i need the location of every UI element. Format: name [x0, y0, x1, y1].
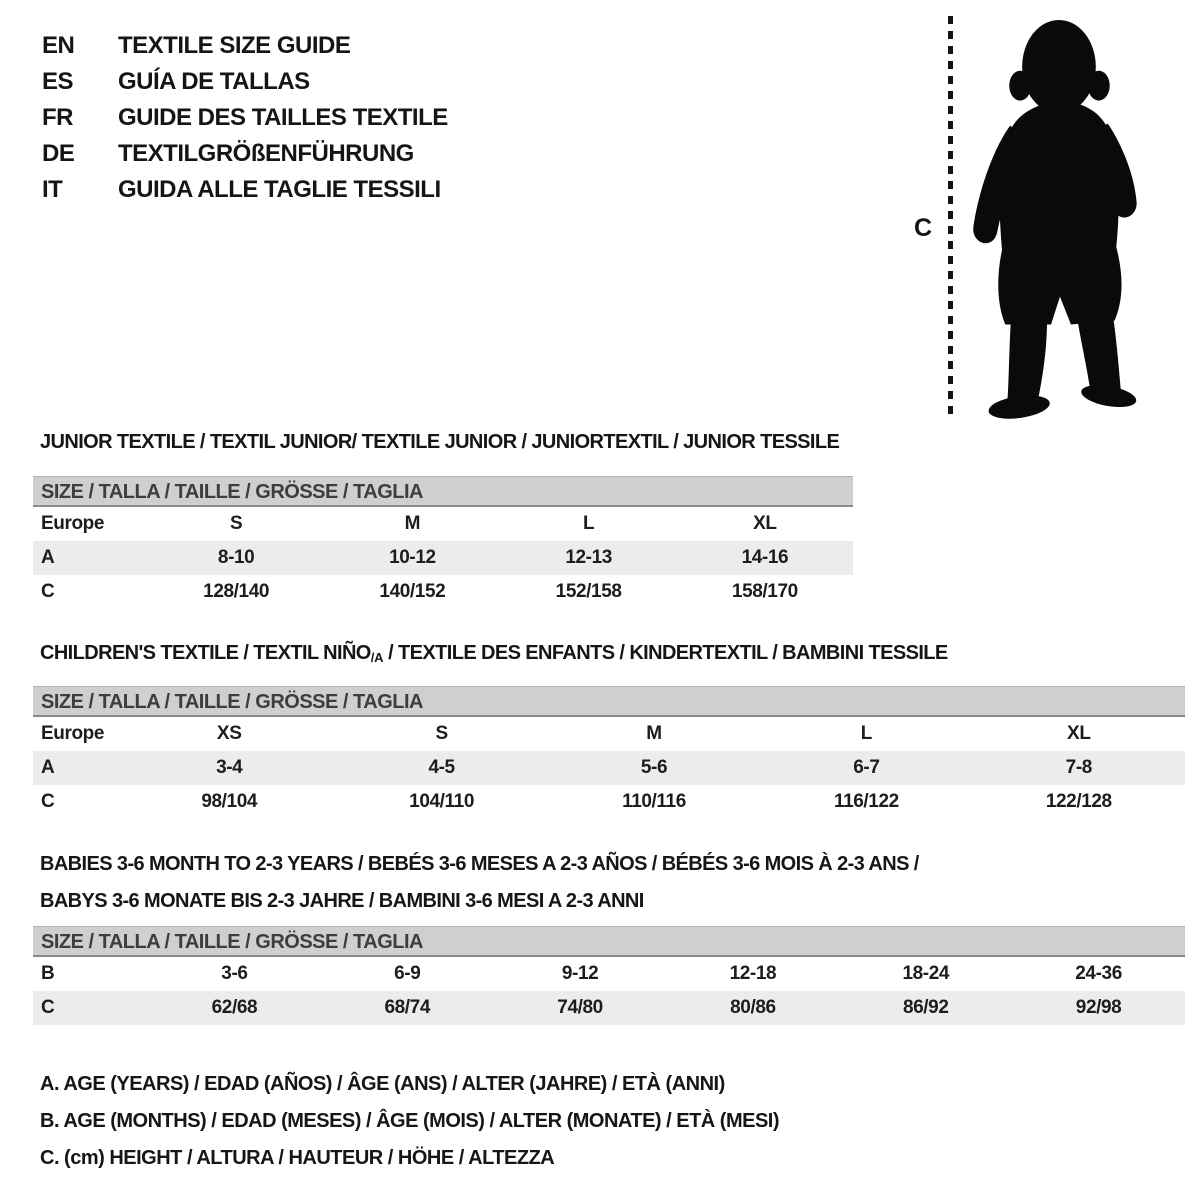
cell: 3-6	[221, 963, 248, 984]
size-table-header: SIZE / TALLA / TAILLE / GRÖSSE / TAGLIA	[33, 686, 1185, 717]
height-measure-label: C	[914, 214, 933, 242]
lang-code: ES	[42, 68, 74, 95]
lang-title: TEXTILE SIZE GUIDE	[118, 32, 351, 59]
cell: 18-24	[902, 963, 950, 984]
cell: 62/68	[211, 997, 258, 1018]
title-part: / TEXTILE DES ENFANTS / KINDERTEXTIL / BAMBINI TESSILE	[383, 642, 948, 664]
babies-table-rows	[33, 957, 1185, 1025]
row-label: C	[41, 791, 55, 812]
row-label: Europe	[41, 513, 105, 534]
lang-row-es	[42, 64, 448, 100]
cell: 10-12	[389, 547, 436, 568]
lang-row-fr	[42, 100, 448, 136]
lang-code: IT	[42, 176, 63, 203]
cell: 80/86	[730, 997, 776, 1018]
cell: XS	[216, 723, 242, 744]
junior-size-table	[33, 476, 853, 609]
cell: 3-4	[216, 757, 243, 778]
junior-table-rows	[33, 507, 853, 609]
lang-title: GUIDE DES TAILLES TEXTILE	[118, 104, 448, 131]
children-size-table	[33, 686, 1185, 819]
table-row	[33, 785, 1185, 819]
cell: 86/92	[902, 997, 949, 1018]
section-title-junior: JUNIOR TEXTILE / TEXTIL JUNIOR/ TEXTILE JUNIOR / JUNIORTEXTIL / JUNIOR TESSILE	[40, 431, 840, 453]
cell: 14-16	[741, 547, 789, 568]
table-row	[33, 751, 1185, 785]
table-row	[33, 507, 853, 541]
section-title-children	[40, 642, 948, 665]
legend	[40, 1066, 779, 1177]
title-line1: BABIES 3-6 MONTH TO 2-3 YEARS / BEBÉS 3-6 MESES A 2-3 AÑOS / BÉBÉS 3-6 MOIS À 2-3 ANS /	[40, 853, 919, 875]
cell: 98/104	[201, 791, 258, 812]
lang-code: EN	[42, 32, 75, 59]
legend-line-a: A. AGE (YEARS) / EDAD (AÑOS) / ÂGE (ANS) / ALTER (JAHRE) / ETÀ (ANNI)	[40, 1073, 725, 1095]
cell: 68/74	[384, 997, 431, 1018]
cell: M	[646, 723, 662, 744]
cell: 5-6	[640, 757, 668, 778]
legend-line-c: C. (cm) HEIGHT / ALTURA / HAUTEUR / HÖHE / ALTEZZA	[40, 1147, 555, 1169]
lang-title: GUIDA ALLE TAGLIE TESSILI	[118, 176, 441, 203]
lang-code: FR	[42, 104, 73, 131]
cell: 7-8	[1065, 757, 1092, 778]
cell: S	[435, 723, 448, 744]
cell: 158/170	[731, 581, 798, 602]
height-measure-dashed-line	[948, 16, 953, 418]
cell: 110/116	[622, 791, 686, 812]
cell: 152/158	[555, 581, 622, 602]
title-line2: BABYS 3-6 MONATE BIS 2-3 JAHRE / BAMBINI 3-6 MESI A 2-3 ANNI	[40, 890, 644, 912]
row-label: B	[41, 963, 55, 984]
lang-row-de	[42, 136, 448, 172]
toddler-silhouette-icon	[958, 12, 1150, 420]
cell: 6-9	[394, 963, 421, 984]
lang-title: TEXTILGRÖßENFÜHRUNG	[118, 140, 414, 167]
row-label: Europe	[41, 723, 105, 744]
table-row	[33, 717, 1185, 751]
cell: S	[229, 513, 243, 534]
lang-row-en	[42, 28, 448, 64]
title-part: CHILDREN'S TEXTILE / TEXTIL NIÑO	[40, 642, 371, 664]
language-title-list	[42, 28, 448, 208]
table-row	[33, 575, 853, 609]
cell: 4-5	[428, 757, 455, 778]
cell: 116/122	[833, 791, 899, 812]
children-table-rows	[33, 717, 1185, 819]
row-label: C	[41, 581, 55, 602]
cell: L	[583, 513, 595, 534]
section-title-babies	[40, 846, 970, 920]
babies-size-table	[33, 926, 1185, 1025]
cell: L	[860, 723, 872, 744]
row-label: C	[41, 997, 55, 1018]
lang-row-it	[42, 172, 448, 208]
cell: 6-7	[853, 757, 880, 778]
cell: M	[404, 513, 421, 534]
lang-title: GUÍA DE TALLAS	[118, 68, 310, 95]
cell: 122/128	[1045, 791, 1112, 812]
cell: XL	[1067, 723, 1091, 744]
cell: 12-13	[565, 547, 612, 568]
table-row	[33, 957, 1185, 991]
cell: 12-18	[729, 963, 777, 984]
cell: 8-10	[217, 547, 255, 568]
cell: 24-36	[1075, 963, 1122, 984]
cell: XL	[753, 513, 777, 534]
table-row	[33, 541, 853, 575]
lang-code: DE	[42, 140, 75, 167]
cell: 128/140	[203, 581, 270, 602]
cell: 92/98	[1075, 997, 1122, 1018]
row-label: A	[41, 547, 55, 568]
cell: 74/80	[557, 997, 603, 1018]
legend-line-b: B. AGE (MONTHS) / EDAD (MESES) / ÂGE (MOIS) / ALTER (MONATE) / ETÀ (MESI)	[40, 1110, 780, 1132]
row-label: A	[41, 757, 55, 778]
cell: 104/110	[409, 791, 475, 812]
size-table-header: SIZE / TALLA / TAILLE / GRÖSSE / TAGLIA	[33, 926, 1185, 957]
table-row	[33, 991, 1185, 1025]
cell: 9-12	[561, 963, 599, 984]
cell: 140/152	[379, 581, 446, 602]
title-subscript: /A	[370, 650, 384, 665]
size-table-header: SIZE / TALLA / TAILLE / GRÖSSE / TAGLIA	[33, 476, 853, 507]
